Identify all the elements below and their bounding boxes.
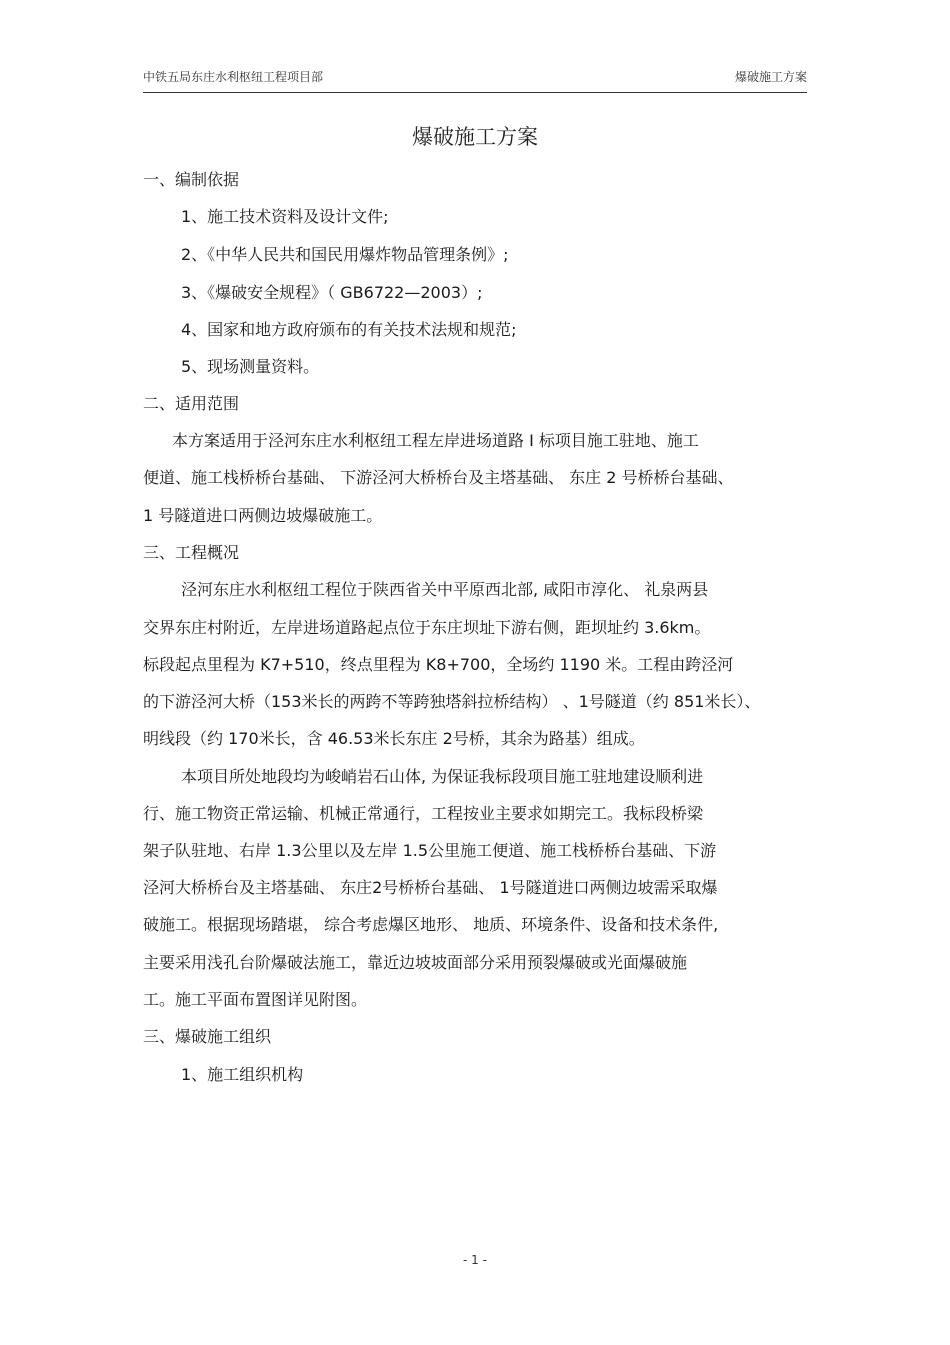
list-item: 1、施工技术资料及设计文件; [181,207,389,226]
header-doc-title: 爆破施工方案 [734,70,807,84]
paragraph-line: 工。施工平面布置图详见附图。 [143,990,368,1009]
section-heading: 三、工程概况 [143,543,240,562]
paragraph-line: 的下游泾河大桥（153米长的两跨不等跨独塔斜拉桥结构） 、1号隧道（约 851米长）、 [143,692,761,711]
list-item: 5、现场测量资料。 [181,357,320,376]
paragraph-line: 本项目所处地段均为峻峭岩石山体, 为保证我标段项目施工驻地建设顺利进 [181,767,704,786]
section-heading: 一、编制依据 [143,170,240,189]
paragraph-line: 便道、施工栈桥桥台基础、 下游泾河大桥桥台及主塔基础、 东庄 2 号桥桥台基础、 [143,468,734,487]
paragraph-line: 架子队驻地、右岸 1.3公里以及左岸 1.5公里施工便道、施工栈桥桥台基础、下游 [143,841,717,860]
page-number: - 1 - [463,1253,487,1267]
paragraph-line: 行、施工物资正常运输、机械正常通行，工程按业主要求如期完工。我标段桥梁 [143,804,704,823]
subsection-heading: 1、施工组织机构 [181,1065,304,1084]
paragraph-line: 主要采用浅孔台阶爆破法施工，靠近边坡坡面部分采用预裂爆破或光面爆破施 [143,953,688,972]
document-title: 爆破施工方案 [412,125,538,149]
list-item: 3、《爆破安全规程》（ GB6722—2003）; [181,283,483,302]
page-header [143,66,807,93]
paragraph-line: 明线段（约 170米长，含 46.53米长东庄 2号桥，其余为路基）组成。 [143,729,645,748]
section-heading: 二、适用范围 [143,394,240,413]
paragraph-line: 1 号隧道进口两侧边坡爆破施工。 [143,506,383,525]
list-item: 4、国家和地方政府颁布的有关技术法规和规范; [181,320,517,339]
paragraph-line: 破施工。根据现场踏堪， 综合考虑爆区地形、 地质、环境条件、设备和技术条件, [143,915,719,934]
paragraph-line: 标段起点里程为 K7+510，终点里程为 K8+700，全场约 1190 米。工程由跨泾河 [143,655,734,674]
section-heading: 三、爆破施工组织 [143,1027,272,1046]
list-item: 2、《中华人民共和国民用爆炸物品管理条例》; [181,245,509,264]
paragraph-line: 泾河大桥桥台及主塔基础、 东庄2号桥桥台基础、 1号隧道进口两侧边坡需采取爆 [143,878,718,897]
paragraph-line: 本方案适用于泾河东庄水利枢纽工程左岸进场道路 Ⅰ 标项目施工驻地、施工 [172,431,699,450]
paragraph-line: 交界东庄村附近，左岸进场道路起点位于东庄坝址下游右侧，距坝址约 3.6km。 [143,618,711,637]
paragraph-line: 泾河东庄水利枢纽工程位于陕西省关中平原西北部, 咸阳市淳化、 礼泉两县 [181,580,709,599]
header-organization: 中铁五局东庄水利枢纽工程项目部 [143,70,324,84]
